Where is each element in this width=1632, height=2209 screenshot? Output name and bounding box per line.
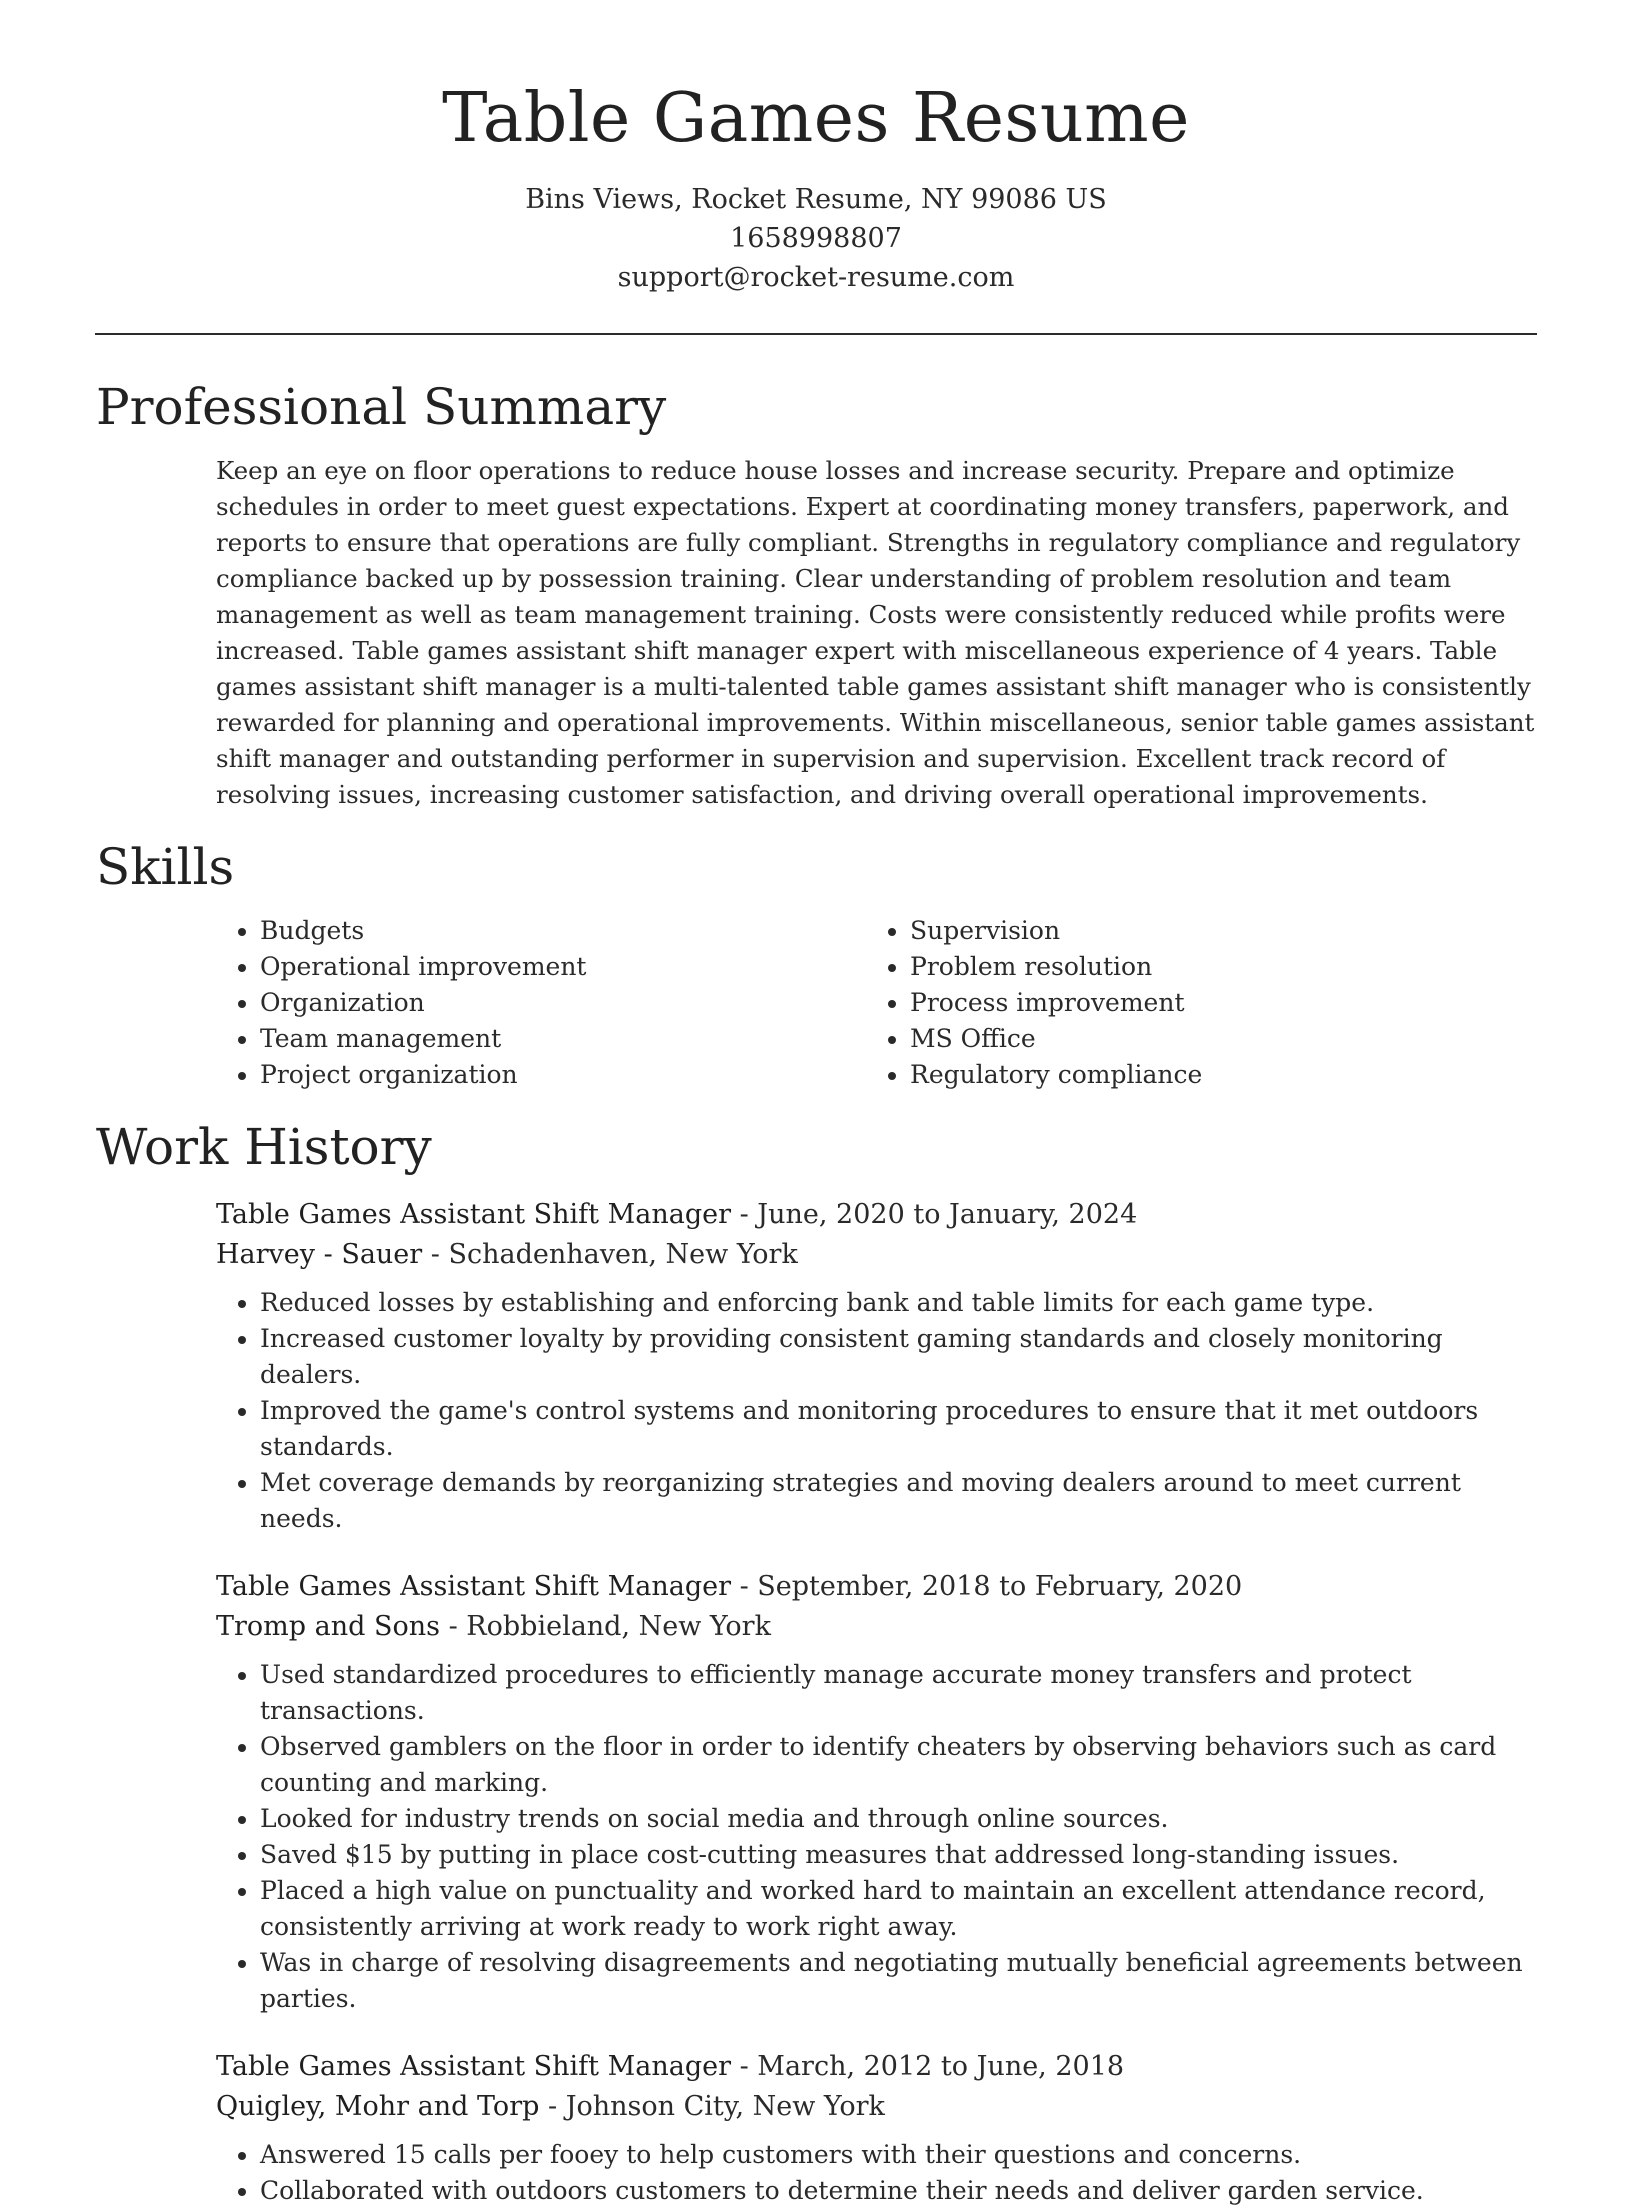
job-bullet: • Saved $15 by putting in place cost-cutting measures that addressed long-standing issues.	[260, 1837, 1536, 1873]
skill-item: • Problem resolution	[910, 949, 1516, 985]
skill-item: • Team management	[260, 1021, 866, 1057]
job-bullet: • Was in charge of resolving disagreements and negotiating mutually beneficial agreements between parties.	[260, 1945, 1536, 2017]
summary-heading: Professional Summary	[96, 378, 667, 437]
job-title-line: Table Games Assistant Shift Manager - March, 2012 to June, 2018	[216, 2051, 1125, 2083]
skills-section	[0, 837, 1632, 1093]
skill-item: • Operational improvement	[260, 949, 866, 985]
job-bullet: • Observed gamblers on the floor in order to identify cheaters by observing behaviors such as card counting and marking.	[260, 1729, 1536, 1801]
job-bullet: • Collaborated with outdoors customers to determine their needs and deliver garden service.	[260, 2173, 1536, 2209]
summary-section	[0, 377, 1632, 813]
job-entry	[216, 1567, 1536, 2017]
job-bullet: • Met coverage demands by reorganizing strategies and moving dealers around to meet current needs.	[260, 1465, 1536, 1537]
job-bullet: • Used standardized procedures to efficiently manage accurate money transfers and protect transactions.	[260, 1657, 1536, 1729]
contact-phone: 1658998807	[730, 223, 902, 255]
job-bullet: • Placed a high value on punctuality and worked hard to maintain an excellent attendance record, consistently arriving at work ready to work right away.	[260, 1873, 1536, 1945]
job-location: Johnson City, New York	[565, 2091, 885, 2123]
job-company-line: Quigley, Mohr and Torp - Johnson City, New York	[216, 2091, 885, 2123]
summary-text: Keep an eye on floor operations to reduce house losses and increase security. Prepare and optimize schedules in order to meet guest expectations. Expert at coordinating money transfers, paperwork, and reports to ensure that operations are fully compliant. Strengths in regulatory compliance and regulatory compliance backed up by possession training. Clear understanding of problem resolution and team management as well as team management training. Costs were consistently reduced while profits were increased. Table games assistant shift manager expert with miscellaneous experience of 4 years. Table games assistant shift manager is a multi-talented table games assistant shift manager who is consistently rewarded for planning and operational improvements. Within miscellaneous, senior table games assistant shift manager and outstanding performer in supervision and supervision. Excellent track record of resolving issues, increasing customer satisfaction, and driving overall operational improvements.	[216, 456, 1535, 810]
job-entry	[216, 1195, 1536, 1537]
skill-item: • Supervision	[910, 913, 1516, 949]
skill-item: • Budgets	[260, 913, 866, 949]
job-title-line: Table Games Assistant Shift Manager - June, 2020 to January, 2024	[216, 1199, 1138, 1231]
skill-item: • Process improvement	[910, 985, 1516, 1021]
header-divider	[95, 333, 1537, 335]
skills-list-right	[866, 913, 1516, 1093]
job-bullet: • Answered 15 calls per fooey to help customers with their questions and concerns.	[260, 2137, 1536, 2173]
job-bullets	[216, 1285, 1536, 1537]
job-company-line: Tromp and Sons - Robbieland, New York	[216, 1611, 771, 1643]
job-dates: September, 2018 to February, 2020	[757, 1571, 1243, 1603]
job-bullet: • Increased customer loyalty by providing consistent gaming standards and closely monitoring dealers.	[260, 1321, 1536, 1393]
job-entry	[216, 2047, 1536, 2209]
job-company: Tromp and Sons	[216, 1611, 440, 1643]
work-history-heading: Work History	[96, 1118, 432, 1177]
job-bullet: • Improved the game's control systems and monitoring procedures to ensure that it met outdoors standards.	[260, 1393, 1536, 1465]
job-dates: June, 2020 to January, 2024	[757, 1199, 1138, 1231]
skill-item: • MS Office	[910, 1021, 1516, 1057]
contact-email: support@rocket-resume.com	[617, 262, 1015, 294]
job-bullet: • Reduced losses by establishing and enforcing bank and table limits for each game type.	[260, 1285, 1536, 1321]
resume-title: Table Games Resume	[442, 79, 1190, 158]
job-bullet: • Looked for industry trends on social media and through online sources.	[260, 1801, 1536, 1837]
contact-block	[0, 180, 1632, 297]
skill-item: • Regulatory compliance	[910, 1057, 1516, 1093]
job-company: Harvey - Sauer	[216, 1239, 423, 1271]
job-title: Table Games Assistant Shift Manager	[216, 1571, 731, 1603]
job-title: Table Games Assistant Shift Manager	[216, 1199, 731, 1231]
job-company-line: Harvey - Sauer - Schadenhaven, New York	[216, 1239, 798, 1271]
skill-item: • Project organization	[260, 1057, 866, 1093]
job-location: Robbieland, New York	[466, 1611, 771, 1643]
resume-header	[0, 0, 1632, 335]
job-location: Schadenhaven, New York	[448, 1239, 798, 1271]
job-title-line: Table Games Assistant Shift Manager - September, 2018 to February, 2020	[216, 1571, 1243, 1603]
skill-item: • Organization	[260, 985, 866, 1021]
job-title: Table Games Assistant Shift Manager	[216, 2051, 731, 2083]
contact-address: Bins Views, Rocket Resume, NY 99086 US	[525, 184, 1107, 216]
job-dates: March, 2012 to June, 2018	[757, 2051, 1125, 2083]
skills-heading: Skills	[96, 838, 235, 897]
job-bullets	[216, 2137, 1536, 2209]
skills-list-left	[216, 913, 866, 1093]
skills-columns	[216, 913, 1536, 1093]
work-history-section	[0, 1117, 1632, 2209]
job-company: Quigley, Mohr and Torp	[216, 2091, 540, 2123]
job-bullets	[216, 1657, 1536, 2017]
